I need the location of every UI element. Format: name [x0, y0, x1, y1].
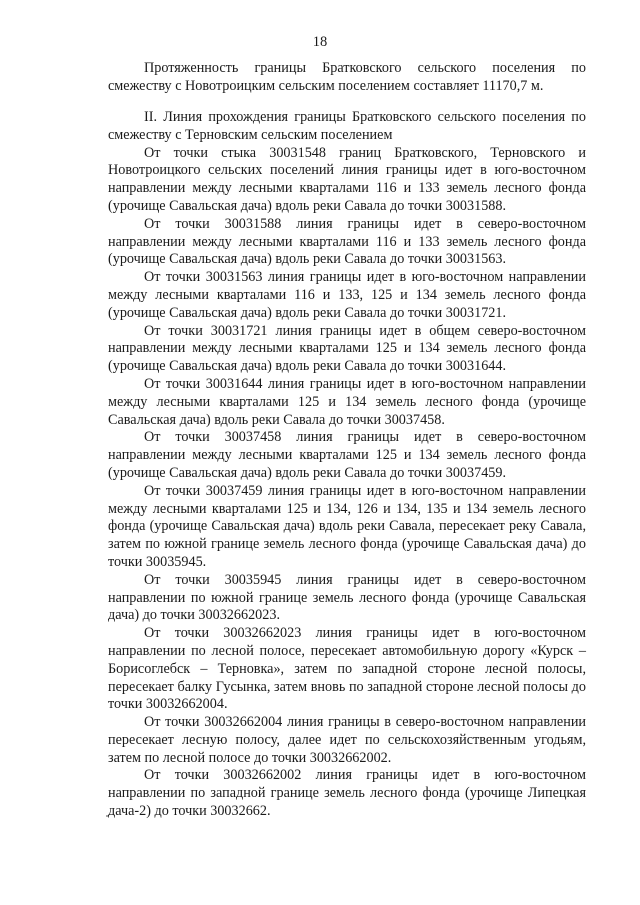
- boundary-paragraph: От точки 30037458 линия границы идет в северо-восточном направлении между лесными кварталами 125 и 134 земель лесного фонда (урочище Савальская дача) вдоль реки Савала до точки 30037459.: [108, 429, 586, 481]
- section-heading: II. Линия прохождения границы Братковского сельского поселения по смежеству с Терновским сельским поселением: [108, 109, 586, 143]
- boundary-paragraph: От точки стыка 30031548 границ Братковского, Терновского и Новотроицкого сельских поселений линия границы идет в юго-восточном направлении между лесными кварталами 116 и 133 земель лесного фонда (урочище Савальская дача) вдоль реки Савала до точки 30031588.: [108, 144, 586, 214]
- boundary-paragraph: От точки 30035945 линия границы идет в северо-восточном направлении по южной границе земель лесного фонда (урочище Савальская дача) до точки 30032662023.: [108, 571, 586, 624]
- boundary-paragraph: От точки 30032662002 линия границы идет в юго-восточном направлении по западной границе земель лесного фонда (урочище Липецкая дача-2) до точки 30032662.: [108, 767, 586, 820]
- section-block: [108, 109, 586, 821]
- boundary-paragraph: От точки 30031644 линия границы идет в юго-восточном направлении между лесными кварталами 125 и 134 земель лесного фонда (урочище Савальская дача) вдоль реки Савала до точки 30037458.: [108, 375, 586, 428]
- boundary-paragraph: От точки 30037459 линия границы идет в юго-восточном направлении между лесными кварталами 125 и 134, 126 и 134, 135 и 134 земель лесного фонда (урочище Савальская дача) вдоль реки Савала, пересекает реку Савала, затем по южной границе земель лесного фонда (урочище Савальская дача) до точки 30035945.: [108, 482, 586, 570]
- scan-speck: [106, 815, 108, 817]
- boundary-paragraph: От точки 30031721 линия границы идет в общем северо-восточном направлении между лесными кварталами 125 и 134 земель лесного фонда (урочище Савальская дача) вдоль реки Савала до точки 30031644.: [108, 322, 586, 375]
- intro-paragraph: Протяженность границы Братковского сельского поселения по смежеству с Новотроицким сельским поселением составляет 11170,7 м.: [108, 60, 586, 94]
- intro-block: [108, 60, 586, 96]
- page-number: 18: [312, 34, 328, 50]
- boundary-paragraph: От точки 30031563 линия границы идет в юго-восточном направлении между лесными кварталами 116 и 133, 125 и 134 земель лесного фонда (урочище Савальская дача) вдоль реки Савала до точки 30031721.: [108, 269, 586, 321]
- boundary-paragraph: От точки 30032662004 линия границы в северо-восточном направлении пересекает лесную полосу, далее идет по сельскохозяйственным угодьям, затем по лесной полосе до точки 30032662002.: [108, 714, 586, 766]
- boundary-paragraph: От точки 30031588 линия границы идет в северо-восточном направлении между лесными кварталами 116 и 133 земель лесного фонда (урочище Савальская дача) вдоль реки Савала до точки 30031563.: [108, 215, 586, 268]
- boundary-paragraph: От точки 30032662023 линия границы идет в юго-восточном направлении по лесной полосе, пересекает автомобильную дорогу «Курск – Борисоглебск – Терновка», затем по западной стороне лесной полосы, пересекает балку Гусынка, затем вновь по западной стороне лесной полосы до точки 30032662004.: [108, 625, 586, 713]
